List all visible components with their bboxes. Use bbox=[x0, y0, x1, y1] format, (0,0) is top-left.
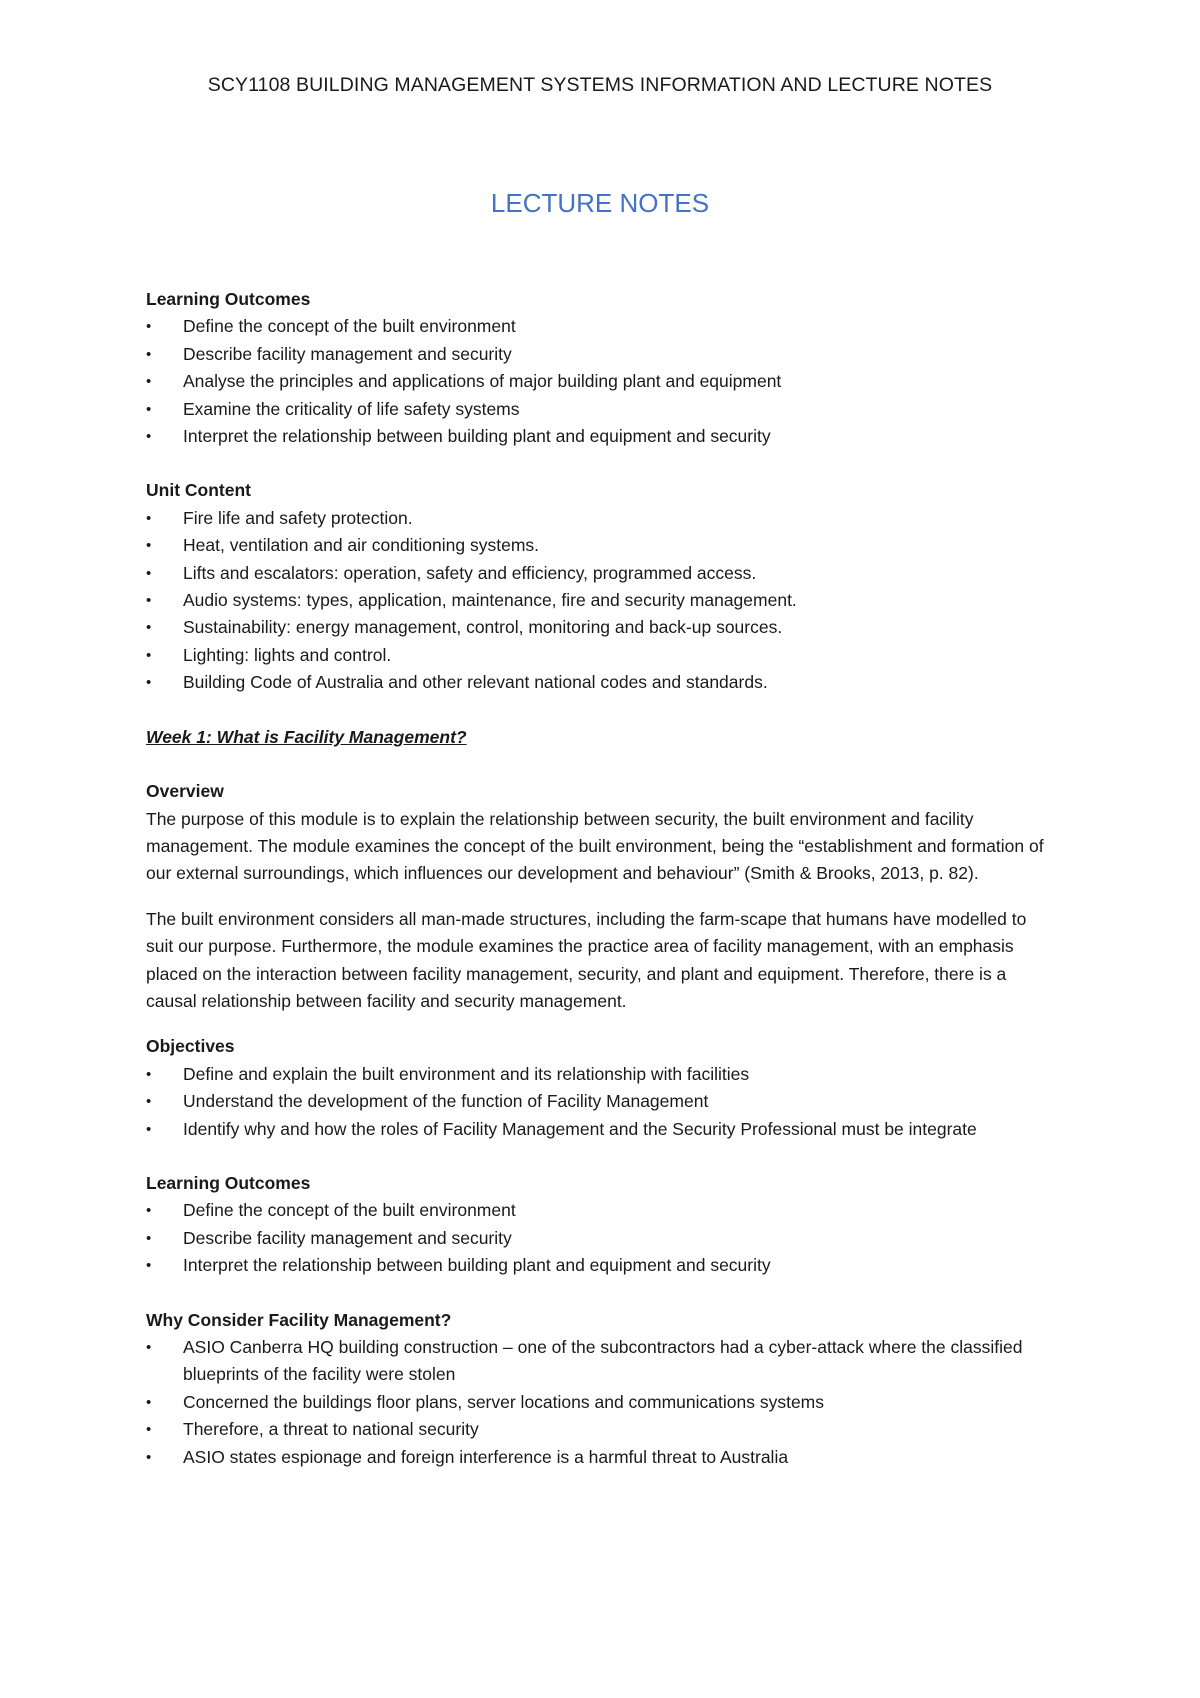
learning-outcomes-heading: Learning Outcomes bbox=[146, 1172, 311, 1193]
bullet-icon: • bbox=[146, 1421, 152, 1439]
bullet-icon: • bbox=[146, 674, 152, 692]
list-item bbox=[146, 505, 1046, 532]
bullet-icon: • bbox=[146, 400, 152, 418]
list-item bbox=[146, 313, 1046, 340]
bullet-icon: • bbox=[146, 619, 152, 637]
list-item-text: Define the concept of the built environment bbox=[183, 316, 516, 337]
list-item-text: Identify why and how the roles of Facility Management and the Security Professional must be integrate bbox=[183, 1118, 977, 1139]
list-item-text: Fire life and safety protection. bbox=[183, 507, 413, 528]
list-item-text: Interpret the relationship between building plant and equipment and security bbox=[183, 1255, 771, 1276]
bullet-icon: • bbox=[146, 1093, 152, 1111]
list-item-text: Lifts and escalators: operation, safety and efficiency, programmed access. bbox=[183, 562, 757, 583]
list-item-text: Define the concept of the built environment bbox=[183, 1200, 516, 1221]
list-item bbox=[146, 341, 1046, 368]
bullet-icon: • bbox=[146, 592, 152, 610]
list-item bbox=[146, 368, 1046, 395]
learning-outcomes-list bbox=[146, 1197, 1046, 1279]
list-item bbox=[146, 1252, 1046, 1279]
why-consider-heading: Why Consider Facility Management? bbox=[146, 1309, 452, 1330]
bullet-icon: • bbox=[146, 428, 152, 446]
list-item bbox=[146, 396, 1046, 423]
bullet-icon: • bbox=[146, 1065, 152, 1083]
list-item bbox=[146, 669, 1046, 696]
list-item-text: Audio systems: types, application, maintenance, fire and security management. bbox=[183, 590, 797, 611]
list-item bbox=[146, 1088, 1046, 1115]
bullet-icon: • bbox=[146, 1257, 152, 1275]
bullet-icon: • bbox=[146, 1339, 152, 1356]
list-item-text: Sustainability: energy management, control, monitoring and back-up sources. bbox=[183, 617, 783, 638]
list-item bbox=[146, 614, 1046, 641]
list-item-text: Lighting: lights and control. bbox=[183, 644, 392, 665]
list-item-text: Analyse the principles and applications of major building plant and equipment bbox=[183, 371, 782, 392]
list-item-text: Describe facility management and security bbox=[183, 343, 512, 364]
overview-paragraph: The built environment considers all man-made structures, including the farm-scape that humans have modelled to suit our purpose. Furthermore, the module examines the practice area of facility management, with an emphasis placed on the interaction between facility management, security, and plant and equipment. Therefore, there is a causal relationship between facility and security management. bbox=[146, 908, 1027, 1011]
bullet-icon: • bbox=[146, 318, 152, 336]
objectives-list bbox=[146, 1061, 1046, 1143]
list-item bbox=[146, 1416, 1046, 1443]
bullet-icon: • bbox=[146, 1393, 152, 1411]
list-item bbox=[146, 587, 1046, 614]
bullet-icon: • bbox=[146, 1448, 152, 1466]
document-body bbox=[146, 286, 1046, 1471]
list-item-text: Define and explain the built environment and its relationship with facilities bbox=[183, 1063, 750, 1084]
list-item-text: Concerned the buildings floor plans, server locations and communications systems bbox=[183, 1391, 825, 1412]
list-item-text: ASIO states espionage and foreign interference is a harmful threat to Australia bbox=[183, 1446, 789, 1467]
list-item-text: Interpret the relationship between building plant and equipment and security bbox=[183, 426, 771, 447]
unit-content-heading: Unit Content bbox=[146, 480, 251, 501]
bullet-icon: • bbox=[146, 373, 152, 391]
document-header: SCY1108 BUILDING MANAGEMENT SYSTEMS INFORMATION AND LECTURE NOTES bbox=[207, 74, 993, 96]
why-consider-list bbox=[146, 1334, 1046, 1471]
bullet-icon: • bbox=[146, 537, 152, 555]
list-item bbox=[146, 1197, 1046, 1224]
list-item bbox=[146, 1389, 1046, 1416]
bullet-icon: • bbox=[146, 1120, 152, 1138]
bullet-icon: • bbox=[146, 345, 152, 363]
list-item bbox=[146, 1225, 1046, 1252]
list-item bbox=[146, 1061, 1046, 1088]
bullet-icon: • bbox=[146, 1202, 152, 1220]
list-item bbox=[146, 423, 1046, 450]
list-item-text: Describe facility management and security bbox=[183, 1227, 512, 1248]
list-item bbox=[146, 1444, 1046, 1471]
list-item bbox=[146, 1116, 1046, 1143]
learning-outcomes-list bbox=[146, 313, 1046, 450]
list-item-text: Building Code of Australia and other relevant national codes and standards. bbox=[183, 672, 768, 693]
list-item-text: ASIO Canberra HQ building construction – one of the subcontractors had a cyber-attack where the classified blueprints of the facility were stolen bbox=[183, 1337, 1023, 1385]
learning-outcomes-heading: Learning Outcomes bbox=[146, 289, 311, 309]
list-item-text: Understand the development of the function of Facility Management bbox=[183, 1091, 709, 1112]
list-item bbox=[146, 560, 1046, 587]
unit-content-list bbox=[146, 505, 1046, 697]
page-title: LECTURE NOTES bbox=[490, 188, 710, 218]
overview-paragraph: The purpose of this module is to explain the relationship between security, the built environment and facility management. The module examines the concept of the built environment, being the “establishment and formation of our external surroundings, which influences our development and behaviour” (Smith & Brooks, 2013, p. 82). bbox=[146, 808, 1044, 884]
list-item bbox=[146, 642, 1046, 669]
week-heading: Week 1: What is Facility Management? bbox=[146, 726, 467, 747]
objectives-heading: Objectives bbox=[146, 1036, 235, 1057]
list-item bbox=[146, 532, 1046, 559]
list-item bbox=[146, 1334, 1046, 1389]
bullet-icon: • bbox=[146, 646, 152, 664]
list-item-text: Examine the criticality of life safety systems bbox=[183, 398, 520, 419]
overview-heading: Overview bbox=[146, 781, 224, 802]
bullet-icon: • bbox=[146, 509, 152, 527]
list-item-text: Therefore, a threat to national security bbox=[183, 1419, 479, 1440]
list-item-text: Heat, ventilation and air conditioning systems. bbox=[183, 535, 540, 556]
bullet-icon: • bbox=[146, 564, 152, 582]
bullet-icon: • bbox=[146, 1229, 152, 1247]
